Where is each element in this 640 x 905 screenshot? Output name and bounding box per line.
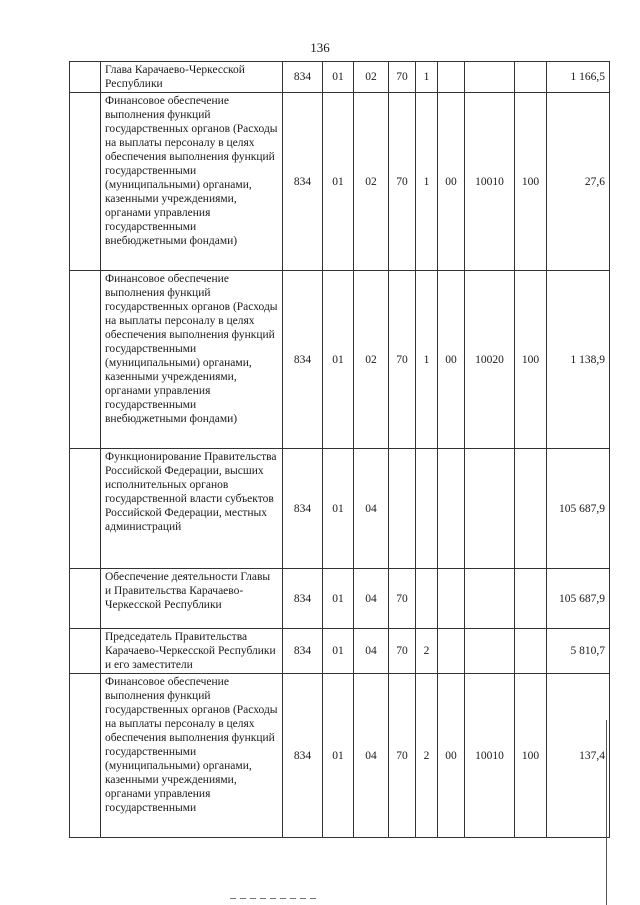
item-name: Председатель Правительства Карачаево-Черкесской Республики и его заместители (101, 629, 283, 674)
code-csr-2: 2 (416, 674, 438, 838)
code-csr-1: 70 (389, 93, 416, 271)
code-csr-2: 1 (416, 271, 438, 449)
code-csr-4 (465, 629, 515, 674)
code-csr-3 (438, 629, 465, 674)
code-rz: 01 (323, 674, 354, 838)
code-vr (515, 629, 547, 674)
code-vr (515, 449, 547, 569)
row-number-cell (70, 674, 101, 838)
table-row (70, 62, 610, 93)
amount: 5 810,7 (547, 629, 610, 674)
code-pr: 02 (354, 93, 389, 271)
page-number: 136 (310, 40, 330, 55)
budget-table (69, 61, 610, 838)
row-number-cell (70, 62, 101, 93)
code-vr: 100 (515, 271, 547, 449)
row-number-cell (70, 271, 101, 449)
code-gr: 834 (283, 449, 323, 569)
row-number-cell (70, 449, 101, 569)
code-rz: 01 (323, 569, 354, 629)
amount: 105 687,9 (547, 569, 610, 629)
table-row (70, 629, 610, 674)
code-csr-1: 70 (389, 674, 416, 838)
code-vr: 100 (515, 93, 547, 271)
code-vr (515, 569, 547, 629)
amount: 1 138,9 (547, 271, 610, 449)
code-gr: 834 (283, 93, 323, 271)
code-pr: 04 (354, 449, 389, 569)
code-csr-4 (465, 449, 515, 569)
item-name: Финансовое обеспечение выполнения функций государственных органов (Расходы на выплаты персоналу в целях обеспечения выполнения функций государственными (муниципальными) органами, казенными учреждениями, органами управления государственными внебюджетными фондами) (101, 93, 283, 271)
code-rz: 01 (323, 629, 354, 674)
code-csr-3 (438, 569, 465, 629)
code-csr-2: 2 (416, 629, 438, 674)
code-csr-3 (438, 62, 465, 93)
amount: 105 687,9 (547, 449, 610, 569)
amount: 27,6 (547, 93, 610, 271)
code-gr: 834 (283, 674, 323, 838)
code-rz: 01 (323, 449, 354, 569)
code-csr-3: 00 (438, 93, 465, 271)
code-rz: 01 (323, 271, 354, 449)
item-name: Финансовое обеспечение выполнения функций государственных органов (Расходы на выплаты персоналу в целях обеспечения выполнения функций государственными (муниципальными) органами, казенными учреждениями, органами управления государственными (101, 674, 283, 838)
item-name: Глава Карачаево-Черкесской Республики (101, 62, 283, 93)
code-csr-4 (465, 569, 515, 629)
code-rz: 01 (323, 62, 354, 93)
code-csr-3: 00 (438, 271, 465, 449)
code-csr-3 (438, 449, 465, 569)
row-number-cell (70, 569, 101, 629)
code-csr-2 (416, 449, 438, 569)
code-csr-2: 1 (416, 93, 438, 271)
amount: 137,4 (547, 674, 610, 838)
code-csr-1 (389, 449, 416, 569)
code-gr: 834 (283, 629, 323, 674)
table-row (70, 449, 610, 569)
code-csr-2: 1 (416, 62, 438, 93)
table-row (70, 93, 610, 271)
row-number-cell (70, 93, 101, 271)
code-pr: 02 (354, 62, 389, 93)
code-csr-3: 00 (438, 674, 465, 838)
code-csr-1: 70 (389, 629, 416, 674)
item-name: Функционирование Правительства Российской Федерации, высших исполнительных органов государственной власти субъектов Российской Федерации, местных администраций (101, 449, 283, 569)
table-row (70, 271, 610, 449)
table-row (70, 674, 610, 838)
code-csr-4: 10020 (465, 271, 515, 449)
code-vr: 100 (515, 674, 547, 838)
scan-edge-line (606, 720, 607, 905)
item-name: Обеспечение деятельности Главы и Правительства Карачаево-Черкесской Республики (101, 569, 283, 629)
item-name: Финансовое обеспечение выполнения функций государственных органов (Расходы на выплаты персоналу в целях обеспечения выполнения функций государственными (муниципальными) органами, казенными учреждениями, органами управления государственными внебюджетными фондами) (101, 271, 283, 449)
amount: 1 166,5 (547, 62, 610, 93)
code-csr-1: 70 (389, 569, 416, 629)
code-csr-1: 70 (389, 271, 416, 449)
code-gr: 834 (283, 62, 323, 93)
code-gr: 834 (283, 271, 323, 449)
code-csr-2 (416, 569, 438, 629)
code-csr-4: 10010 (465, 674, 515, 838)
scan-edge-marks (230, 898, 320, 899)
code-pr: 04 (354, 569, 389, 629)
code-csr-4 (465, 62, 515, 93)
code-vr (515, 62, 547, 93)
code-csr-1: 70 (389, 62, 416, 93)
code-pr: 04 (354, 674, 389, 838)
code-gr: 834 (283, 569, 323, 629)
code-pr: 04 (354, 629, 389, 674)
code-csr-4: 10010 (465, 93, 515, 271)
row-number-cell (70, 629, 101, 674)
code-pr: 02 (354, 271, 389, 449)
code-rz: 01 (323, 93, 354, 271)
table-row (70, 569, 610, 629)
